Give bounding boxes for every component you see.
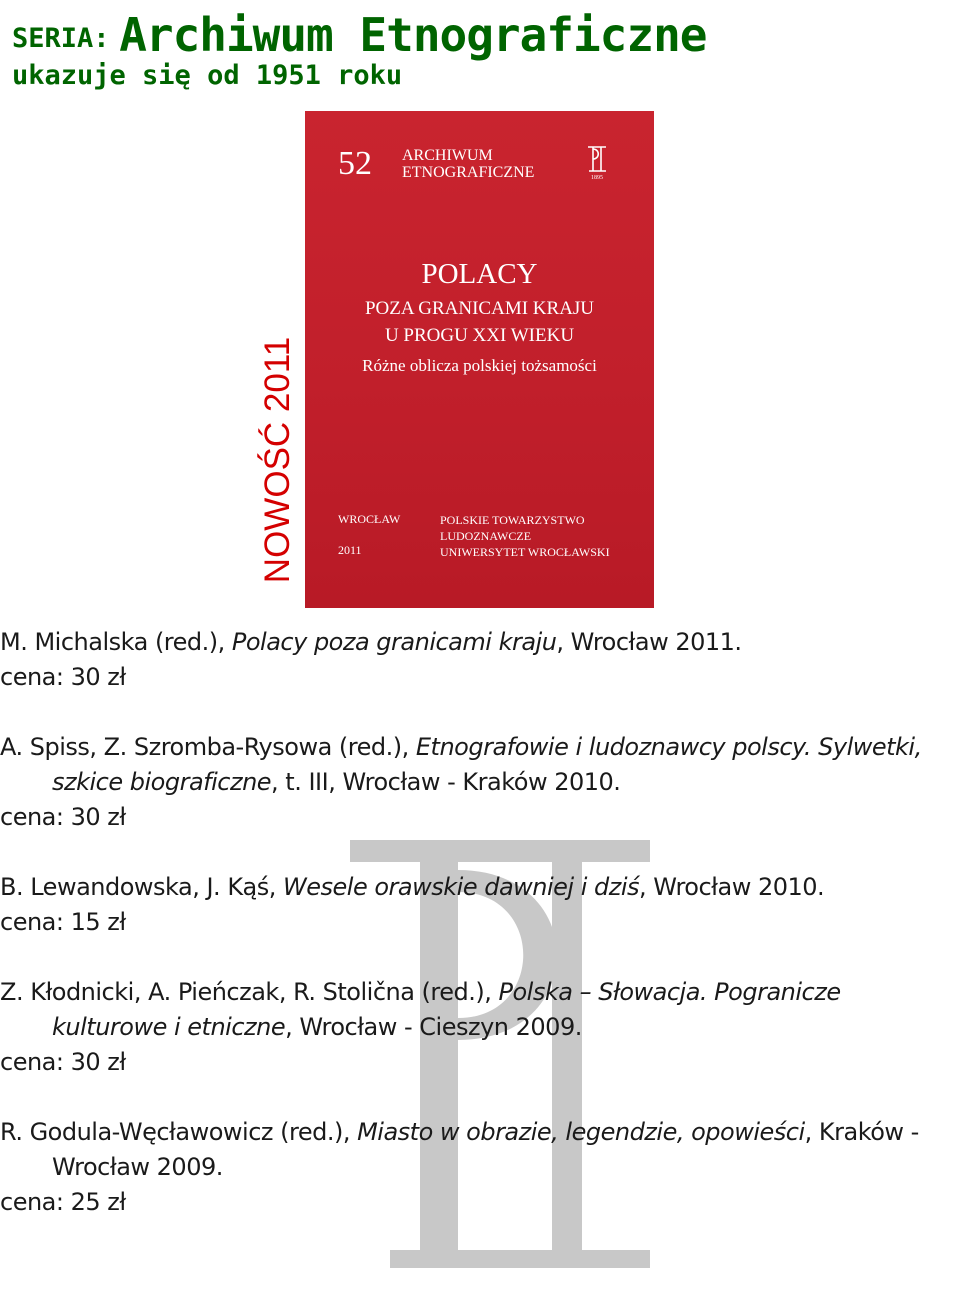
cover-volume: 52: [338, 145, 372, 182]
entry-details: , Wrocław 2011.: [556, 628, 742, 656]
list-item: [0, 975, 960, 1080]
cover-series-line: ETNOGRAFICZNE: [402, 164, 535, 181]
cover-series-line: ARCHIWUM: [402, 147, 493, 164]
entry-authors: M. Michalska (red.),: [0, 628, 232, 656]
entry-authors: A. Spiss, Z. Szromba-Rysowa (red.),: [0, 733, 416, 761]
cover-city: WROCŁAW: [338, 512, 401, 526]
list-item: [0, 870, 960, 940]
cover-subtitle-2: Różne oblicza polskiej tożsamości: [362, 356, 597, 375]
entry-title: Wesele orawskie dawniej i dziś: [283, 873, 640, 901]
cover-year: 2011: [338, 543, 362, 557]
list-item: [0, 730, 960, 835]
entry-price: cena: 25 zł: [0, 1188, 126, 1216]
cover-subtitle-line: POZA GRANICAMI KRAJU: [364, 298, 595, 319]
entry-details: , Wrocław - Cieszyn 2009.: [285, 1013, 582, 1041]
entry-price: cena: 15 zł: [0, 908, 126, 936]
series-heading: [12, 8, 706, 62]
cover-series: [402, 147, 534, 181]
book-cover: [305, 111, 654, 608]
entry-title: Etnografowie i ludoznawcy polscy. Sylwetki, szkice biograficzne: [52, 733, 922, 796]
entry-title: Polska – Słowacja. Pogranicze kulturowe i etniczne: [52, 978, 841, 1041]
cover-publisher-line: LUDOZNAWCZE: [440, 529, 532, 543]
cover-logo-year: 1895: [591, 175, 603, 181]
entry-title: Polacy poza granicami kraju: [231, 628, 557, 656]
entry-authors: Z. Kłodnicki, A. Pieńczak, R. Stolična (red.),: [0, 978, 499, 1006]
cover-subtitle: [305, 295, 654, 349]
list-item: [0, 625, 960, 695]
new-release-badge: NOWOŚĆ 2011: [258, 336, 297, 584]
ptl-logo-icon: [586, 145, 608, 181]
cover-publisher: [440, 512, 610, 560]
cover-subtitle-line: U PROGU XXI WIEKU: [384, 325, 575, 346]
entry-authors: B. Lewandowska, J. Kąś,: [0, 873, 284, 901]
entry-price: cena: 30 zł: [0, 803, 126, 831]
entry-details: , Wrocław 2010.: [639, 873, 825, 901]
entry-title: Miasto w obrazie, legendzie, opowieści: [357, 1118, 805, 1146]
series-since: ukazuje się od 1951 roku: [12, 60, 403, 91]
entry-price: cena: 30 zł: [0, 663, 126, 691]
list-item: [0, 1115, 960, 1220]
entry-details: , Kraków - Wrocław 2009.: [52, 1118, 919, 1181]
series-prefix: SERIA:: [12, 23, 110, 54]
cover-publisher-line: UNIWERSYTET WROCŁAWSKI: [440, 545, 610, 559]
entry-details: , t. III, Wrocław - Kraków 2010.: [271, 768, 621, 796]
entry-authors: R. Godula-Węcławowicz (red.),: [0, 1118, 358, 1146]
cover-publisher-line: POLSKIE TOWARZYSTWO: [440, 513, 585, 527]
series-name: Archiwum Etnograficzne: [119, 8, 707, 62]
cover-title: POLACY: [421, 258, 538, 290]
publication-list: [0, 625, 960, 1255]
entry-price: cena: 30 zł: [0, 1048, 126, 1076]
